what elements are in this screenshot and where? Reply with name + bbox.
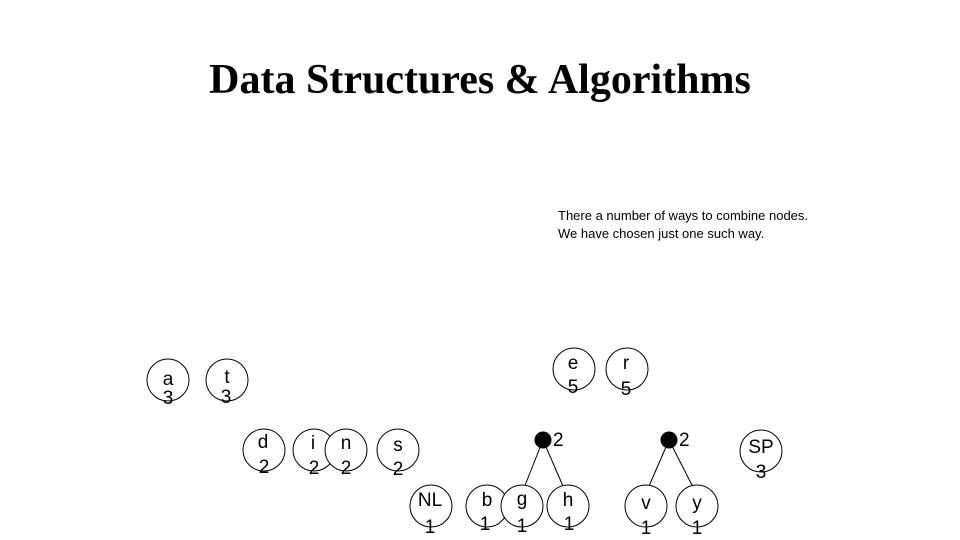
node-NL-freq: 1 xyxy=(424,517,436,538)
node-y-freq: 1 xyxy=(691,518,703,539)
node-s-freq: 2 xyxy=(392,459,404,480)
internal-node-j1-freq: 2 xyxy=(553,430,564,451)
note-line-2: We have chosen just one such way. xyxy=(558,226,765,241)
node-v-symbol: v xyxy=(641,493,651,514)
node-v-freq: 1 xyxy=(640,518,652,539)
node-n-freq: 2 xyxy=(340,458,352,479)
node-y-symbol: y xyxy=(692,493,702,514)
node-a-freq: 3 xyxy=(162,388,174,409)
node-b-symbol: b xyxy=(481,490,493,511)
node-d-freq: 2 xyxy=(258,457,270,478)
node-h-freq: 1 xyxy=(563,514,575,535)
node-i-freq: 2 xyxy=(308,458,320,479)
node-n-symbol: n xyxy=(340,433,352,454)
node-b-freq: 1 xyxy=(479,514,491,535)
node-e-symbol: e xyxy=(567,353,579,374)
node-NL-symbol: NL xyxy=(417,490,443,511)
node-SP-symbol: SP xyxy=(748,437,774,458)
node-g-freq: 1 xyxy=(516,516,528,537)
internal-node-j1-dot xyxy=(535,432,552,449)
node-r-freq: 5 xyxy=(620,379,632,400)
node-s-symbol: s xyxy=(393,435,403,456)
internal-node-j2-freq: 2 xyxy=(679,430,690,451)
node-a-symbol: a xyxy=(162,369,174,390)
node-r-symbol: r xyxy=(622,353,630,374)
node-g-symbol: g xyxy=(516,489,528,510)
node-SP-freq: 3 xyxy=(755,462,767,483)
node-t-symbol: t xyxy=(224,367,230,388)
node-h-symbol: h xyxy=(562,490,574,511)
note-line-1: There a number of ways to combine nodes. xyxy=(558,208,809,223)
internal-node-j2-dot xyxy=(661,432,678,449)
node-t-freq: 3 xyxy=(220,387,232,408)
page-title: Data Structures & Algorithms xyxy=(209,57,751,103)
node-e-freq: 5 xyxy=(567,377,579,398)
node-d-symbol: d xyxy=(257,432,269,453)
node-i-symbol: i xyxy=(310,433,316,454)
